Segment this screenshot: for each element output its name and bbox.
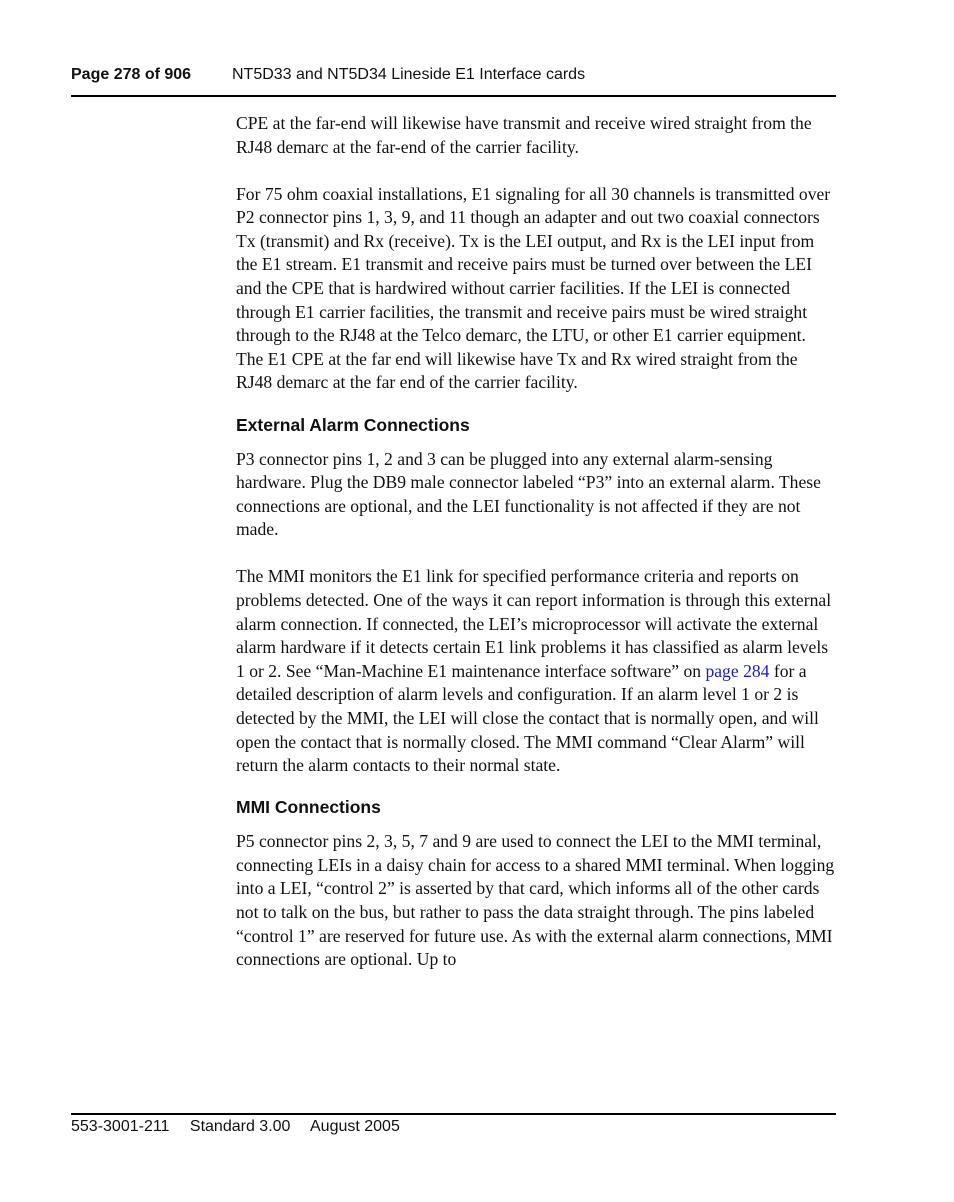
- publication-date: August 2005: [310, 1118, 400, 1135]
- header-divider: [71, 95, 836, 97]
- section-heading-mmi-connections: MMI Connections: [236, 797, 381, 818]
- document-title: NT5D33 and NT5D34 Lineside E1 Interface cards: [232, 66, 586, 83]
- paragraph: CPE at the far-end will likewise have transmit and receive wired straight from the RJ48 demarc at the far-end of the carrier facility.: [236, 113, 812, 157]
- footer-divider: [71, 1113, 836, 1115]
- standard-version: Standard 3.00: [189, 1118, 291, 1135]
- page-number: Page 278 of 906: [71, 66, 192, 83]
- section-heading-external-alarm: External Alarm Connections: [236, 414, 470, 435]
- document-number: 553-3001-211: [71, 1118, 170, 1135]
- page-footer: [71, 1118, 416, 1136]
- paragraph: P5 connector pins 2, 3, 5, 7 and 9 are used to connect the LEI to the MMI terminal, connecting LEIs in a daisy chain for access to a shared MMI terminal. When logging into a LEI, “control 2” is asserted by that card, which informs all of the other cards not to talk on the bus, but rather to pass the data straight through. The pins labeled “control 1” are reserved for future use. As with the external alarm connections, MMI connections are optional. Up to: [236, 831, 835, 970]
- paragraph: For 75 ohm coaxial installations, E1 signaling for all 30 channels is transmitted over P2 connector pins 1, 3, 9, and 11 though an adapter and out two coaxial connectors Tx (transmit) and Rx (receive). Tx is the LEI output, and Rx is the LEI input from the E1 stream. E1 transmit and receive pairs must be turned over between the LEI and the CPE that is hardwired without carrier facilities. If the LEI is connected through E1 carrier facilities, the transmit and receive pairs must be wired straight through to the RJ48 at the Telco demarc, the LTU, or other E1 carrier equipment. The E1 CPE at the far end will likewise have Tx and Rx wired straight from the RJ48 demarc at the far end of the carrier facility.: [236, 183, 831, 393]
- page-header: [71, 66, 836, 88]
- paragraph-with-link: [236, 565, 836, 777]
- paragraph: P3 connector pins 1, 2 and 3 can be plugged into any external alarm-sensing hardware. Plug the DB9 male connector labeled “P3” into an external alarm. These connections are optional, and the LEI functionality is not affected if they are not made.: [236, 448, 821, 540]
- paragraph-text: The MMI monitors the E1 link for specified performance criteria and reports on problems detected. One of the ways it can report information is through this external alarm connection. If connected, the LEI’s microprocessor will activate the external alarm hardware if it detects certain E1 link problems it has classified as alarm levels 1 or 2. See “Man-Machine E1 maintenance interface software” on: [236, 566, 832, 681]
- page-body: [236, 112, 836, 995]
- page-link[interactable]: page 284: [705, 660, 770, 681]
- paragraph-text: for a detailed description of alarm levels and configuration. If an alarm level 1 or 2 is detected by the MMI, the LEI will close the contact that is normally open, and will open the contact that is normally closed. The MMI command “Clear Alarm” will return the alarm contacts to their normal state.: [236, 660, 819, 776]
